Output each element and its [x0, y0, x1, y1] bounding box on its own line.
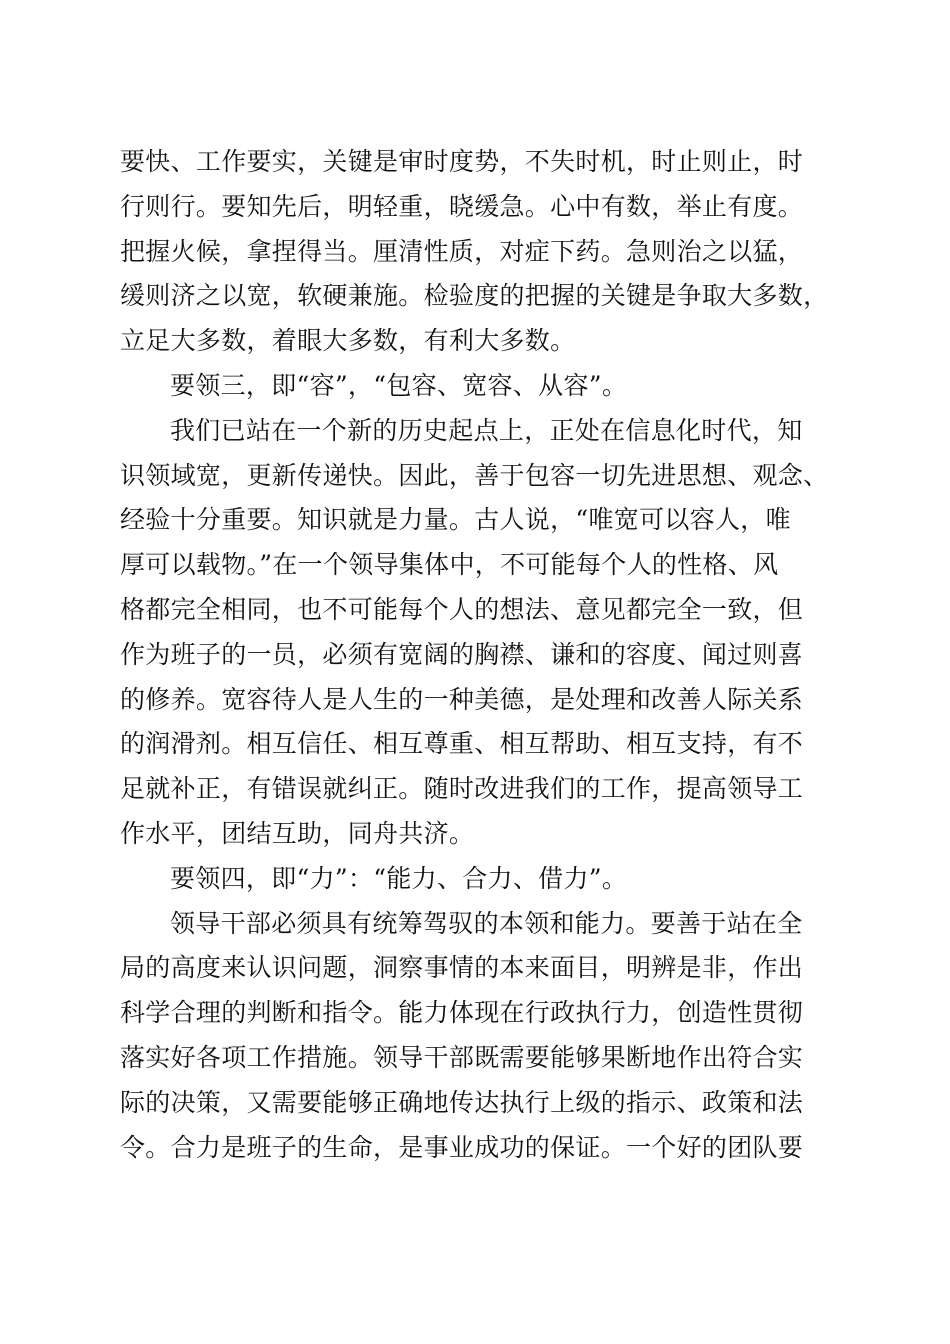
- text-line: 际的决策，又需要能够正确地传达执行上级的指示、政策和法: [120, 1087, 804, 1117]
- text-line: 作为班子的一员，必须有宽阔的胸襟、谦和的容度、闻过则喜: [120, 639, 804, 669]
- text-line: 作水平，团结互助，同舟共济。: [120, 818, 475, 848]
- text-line: 行则行。要知先后，明轻重，晓缓急。心中有数，举止有度。: [120, 191, 804, 221]
- text-line: 经验十分重要。知识就是力量。古人说，“唯宽可以容人，唯: [120, 505, 791, 535]
- text-line: 的修养。宽容待人是人生的一种美德，是处理和改善人际关系: [120, 684, 804, 714]
- text-line: 令。合力是班子的生命，是事业成功的保证。一个好的团队要: [120, 1132, 804, 1162]
- section-heading: 要领三，即“容”，“包容、宽容、从容”。: [170, 370, 628, 400]
- text-line: 科学合理的判断和指令。能力体现在行政执行力，创造性贯彻: [120, 998, 804, 1028]
- text-line: 厚可以载物。”在一个领导集体中，不可能每个人的性格、风: [120, 550, 779, 580]
- text-line: 立足大多数，着眼大多数，有利大多数。: [120, 326, 576, 356]
- text-line: 要快、工作要实，关键是审时度势，不失时机，时止则止，时: [120, 147, 804, 176]
- text-line: 识领域宽，更新传递快。因此，善于包容一切先进思想、观念、: [120, 460, 829, 490]
- body-text: [120, 140, 840, 1170]
- text-line: 领导干部必须具有统筹驾驭的本领和能力。要善于站在全: [170, 908, 803, 938]
- text-line: 缓则济之以宽，软硬兼施。检验度的把握的关键是争取大多数，: [120, 281, 829, 311]
- text-line: 足就补正，有错误就纠正。随时改进我们的工作，提高领导工: [120, 774, 804, 804]
- text-line: 把握火候，拿捏得当。厘清性质，对症下药。急则治之以猛，: [120, 236, 804, 266]
- section-heading: 要领四，即“力”：“能力、合力、借力”。: [170, 863, 628, 893]
- text-line: 局的高度来认识问题，洞察事情的本来面目，明辨是非，作出: [120, 953, 804, 983]
- text-line: 的润滑剂。相互信任、相互尊重、相互帮助、相互支持，有不: [120, 729, 804, 759]
- text-line: 格都完全相同，也不可能每个人的想法、意见都完全一致，但: [120, 594, 804, 624]
- text-line: 我们已站在一个新的历史起点上，正处在信息化时代，知: [170, 415, 803, 445]
- text-line: 落实好各项工作措施。领导干部既需要能够果断地作出符合实: [120, 1042, 804, 1072]
